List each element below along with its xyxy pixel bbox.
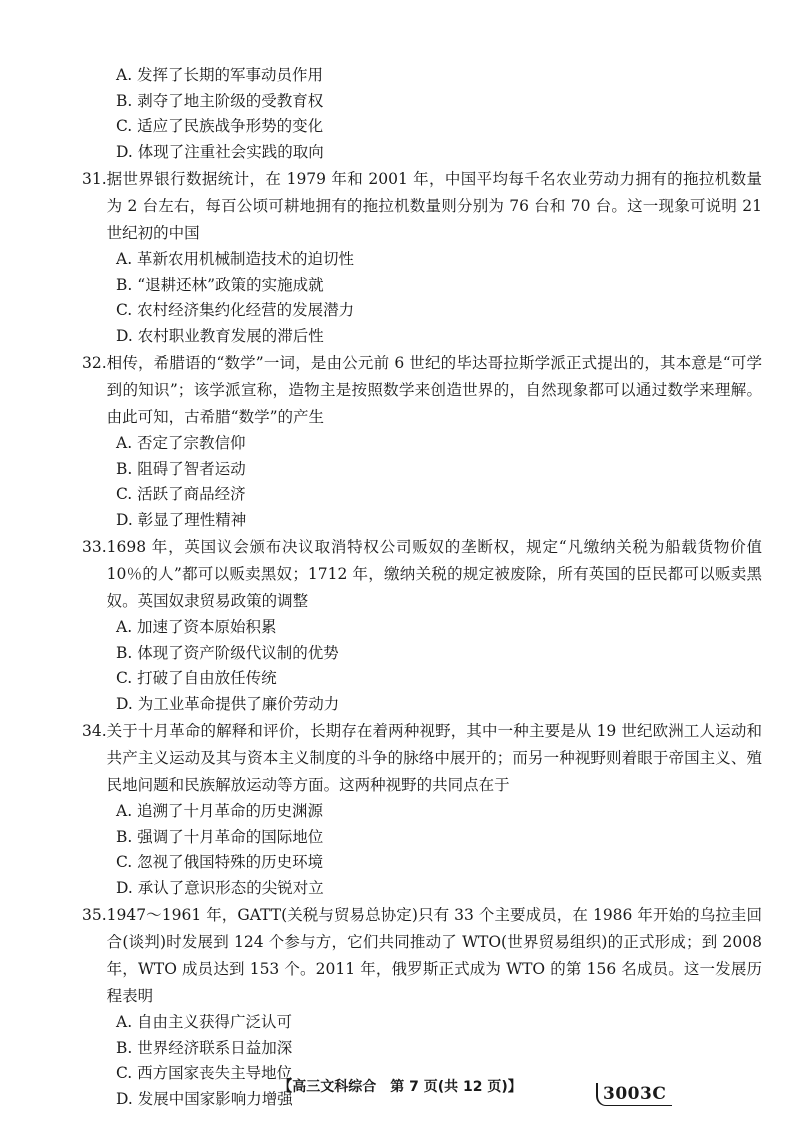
question-number: 33.	[82, 538, 107, 556]
option-d: D. 发展中国家影响力增强	[116, 1089, 293, 1108]
option-b: B. 剥夺了地主阶级的受教育权	[116, 91, 324, 110]
option-d: D. 承认了意识形态的尖锐对立	[116, 878, 324, 897]
question-number: 34.	[82, 722, 107, 740]
question-33	[82, 534, 762, 717]
option-b: B. 强调了十月革命的国际地位	[116, 827, 324, 846]
option-b: B. “退耕还林”政策的实施成就	[116, 275, 324, 294]
option-c: C. 打破了自由放任传统	[116, 669, 277, 687]
question-stem: 相传，希腊语的“数学”一词，是由公元前 6 世纪的毕达哥拉斯学派正式提出的，其本意是“可学到的知识”；该学派宣称，造物主是按照数学来创造世界的，自然现象都可以通过数学来理解。由此可知，古希腊“数学”的产生	[106, 354, 762, 426]
question-31	[82, 166, 762, 349]
option-c: C. 忽视了俄国特殊的历史环境	[116, 853, 324, 871]
question-stem: 关于十月革命的解释和评价，长期存在着两种视野，其中一种主要是从 19 世纪欧洲工人运动和共产主义运动及其与资本主义制度的斗争的脉络中展开的；而另一种视野则着眼于帝国主义、殖民地问题和民族解放运动等方面。这两种视野的共同点在于	[106, 722, 762, 794]
question-stem: 1698 年，英国议会颁布决议取消特权公司贩奴的垄断权，规定“凡缴纳关税为船载货物价值 10％的人”都可以贩卖黑奴；1712 年，缴纳关税的规定被废除，所有英国的臣民都可以贩卖黑奴。英国奴隶贸易政策的调整	[106, 538, 762, 610]
question-32	[82, 350, 762, 533]
option-d: D. 彰显了理性精神	[116, 510, 247, 529]
option-a: A. 革新农用机械制造技术的迫切性	[116, 250, 355, 268]
question-30-tail	[82, 63, 762, 165]
option-a: A. 否定了宗教信仰	[116, 434, 246, 452]
question-number: 35.	[82, 906, 107, 924]
question-list	[82, 62, 762, 1112]
question-number: 31.	[82, 170, 107, 188]
option-a: A. 发挥了长期的军事动员作用	[116, 66, 324, 84]
option-c: C. 适应了民族战争形势的变化	[116, 117, 324, 135]
option-c: C. 农村经济集约化经营的发展潜力	[116, 301, 355, 319]
option-d: D. 农村职业教育发展的滞后性	[116, 326, 324, 345]
page-footer: 【高三文科综合 第 7 页(共 12 页)】	[278, 1079, 522, 1095]
option-d: D. 为工业革命提供了廉价劳动力	[116, 694, 340, 713]
option-c: C. 西方国家丧失主导地位	[116, 1064, 293, 1082]
question-34	[82, 718, 762, 901]
option-b: B. 世界经济联系日益加深	[116, 1038, 293, 1057]
option-a: A. 追溯了十月革命的历史渊源	[116, 802, 324, 820]
option-a: A. 自由主义获得广泛认可	[116, 1013, 293, 1031]
option-b: B. 阻碍了智者运动	[116, 459, 246, 478]
exam-code: 3003C	[596, 1083, 672, 1106]
option-c: C. 活跃了商品经济	[116, 485, 246, 503]
question-stem: 1947～1961 年，GATT(关税与贸易总协定)只有 33 个主要成员，在 1986 年开始的乌拉圭回合(谈判)时发展到 124 个参与方，它们共同推动了 WTO(世界贸易组织)的正式形成；到 2008 年，WTO 成员达到 153 个。2011 年，俄罗斯正式成为 WTO 的第 156 名成员。这一发展历程表明	[106, 906, 762, 1005]
option-a: A. 加速了资本原始积累	[116, 618, 277, 636]
option-d: D. 体现了注重社会实践的取向	[116, 142, 324, 161]
question-number: 32.	[82, 354, 107, 372]
option-b: B. 体现了资产阶级代议制的优势	[116, 643, 339, 662]
question-stem: 据世界银行数据统计，在 1979 年和 2001 年，中国平均每千名农业劳动力拥有的拖拉机数量为 2 台左右，每百公顷可耕地拥有的拖拉机数量则分别为 76 台和 70 台。这一现象可说明 21 世纪初的中国	[106, 170, 762, 242]
